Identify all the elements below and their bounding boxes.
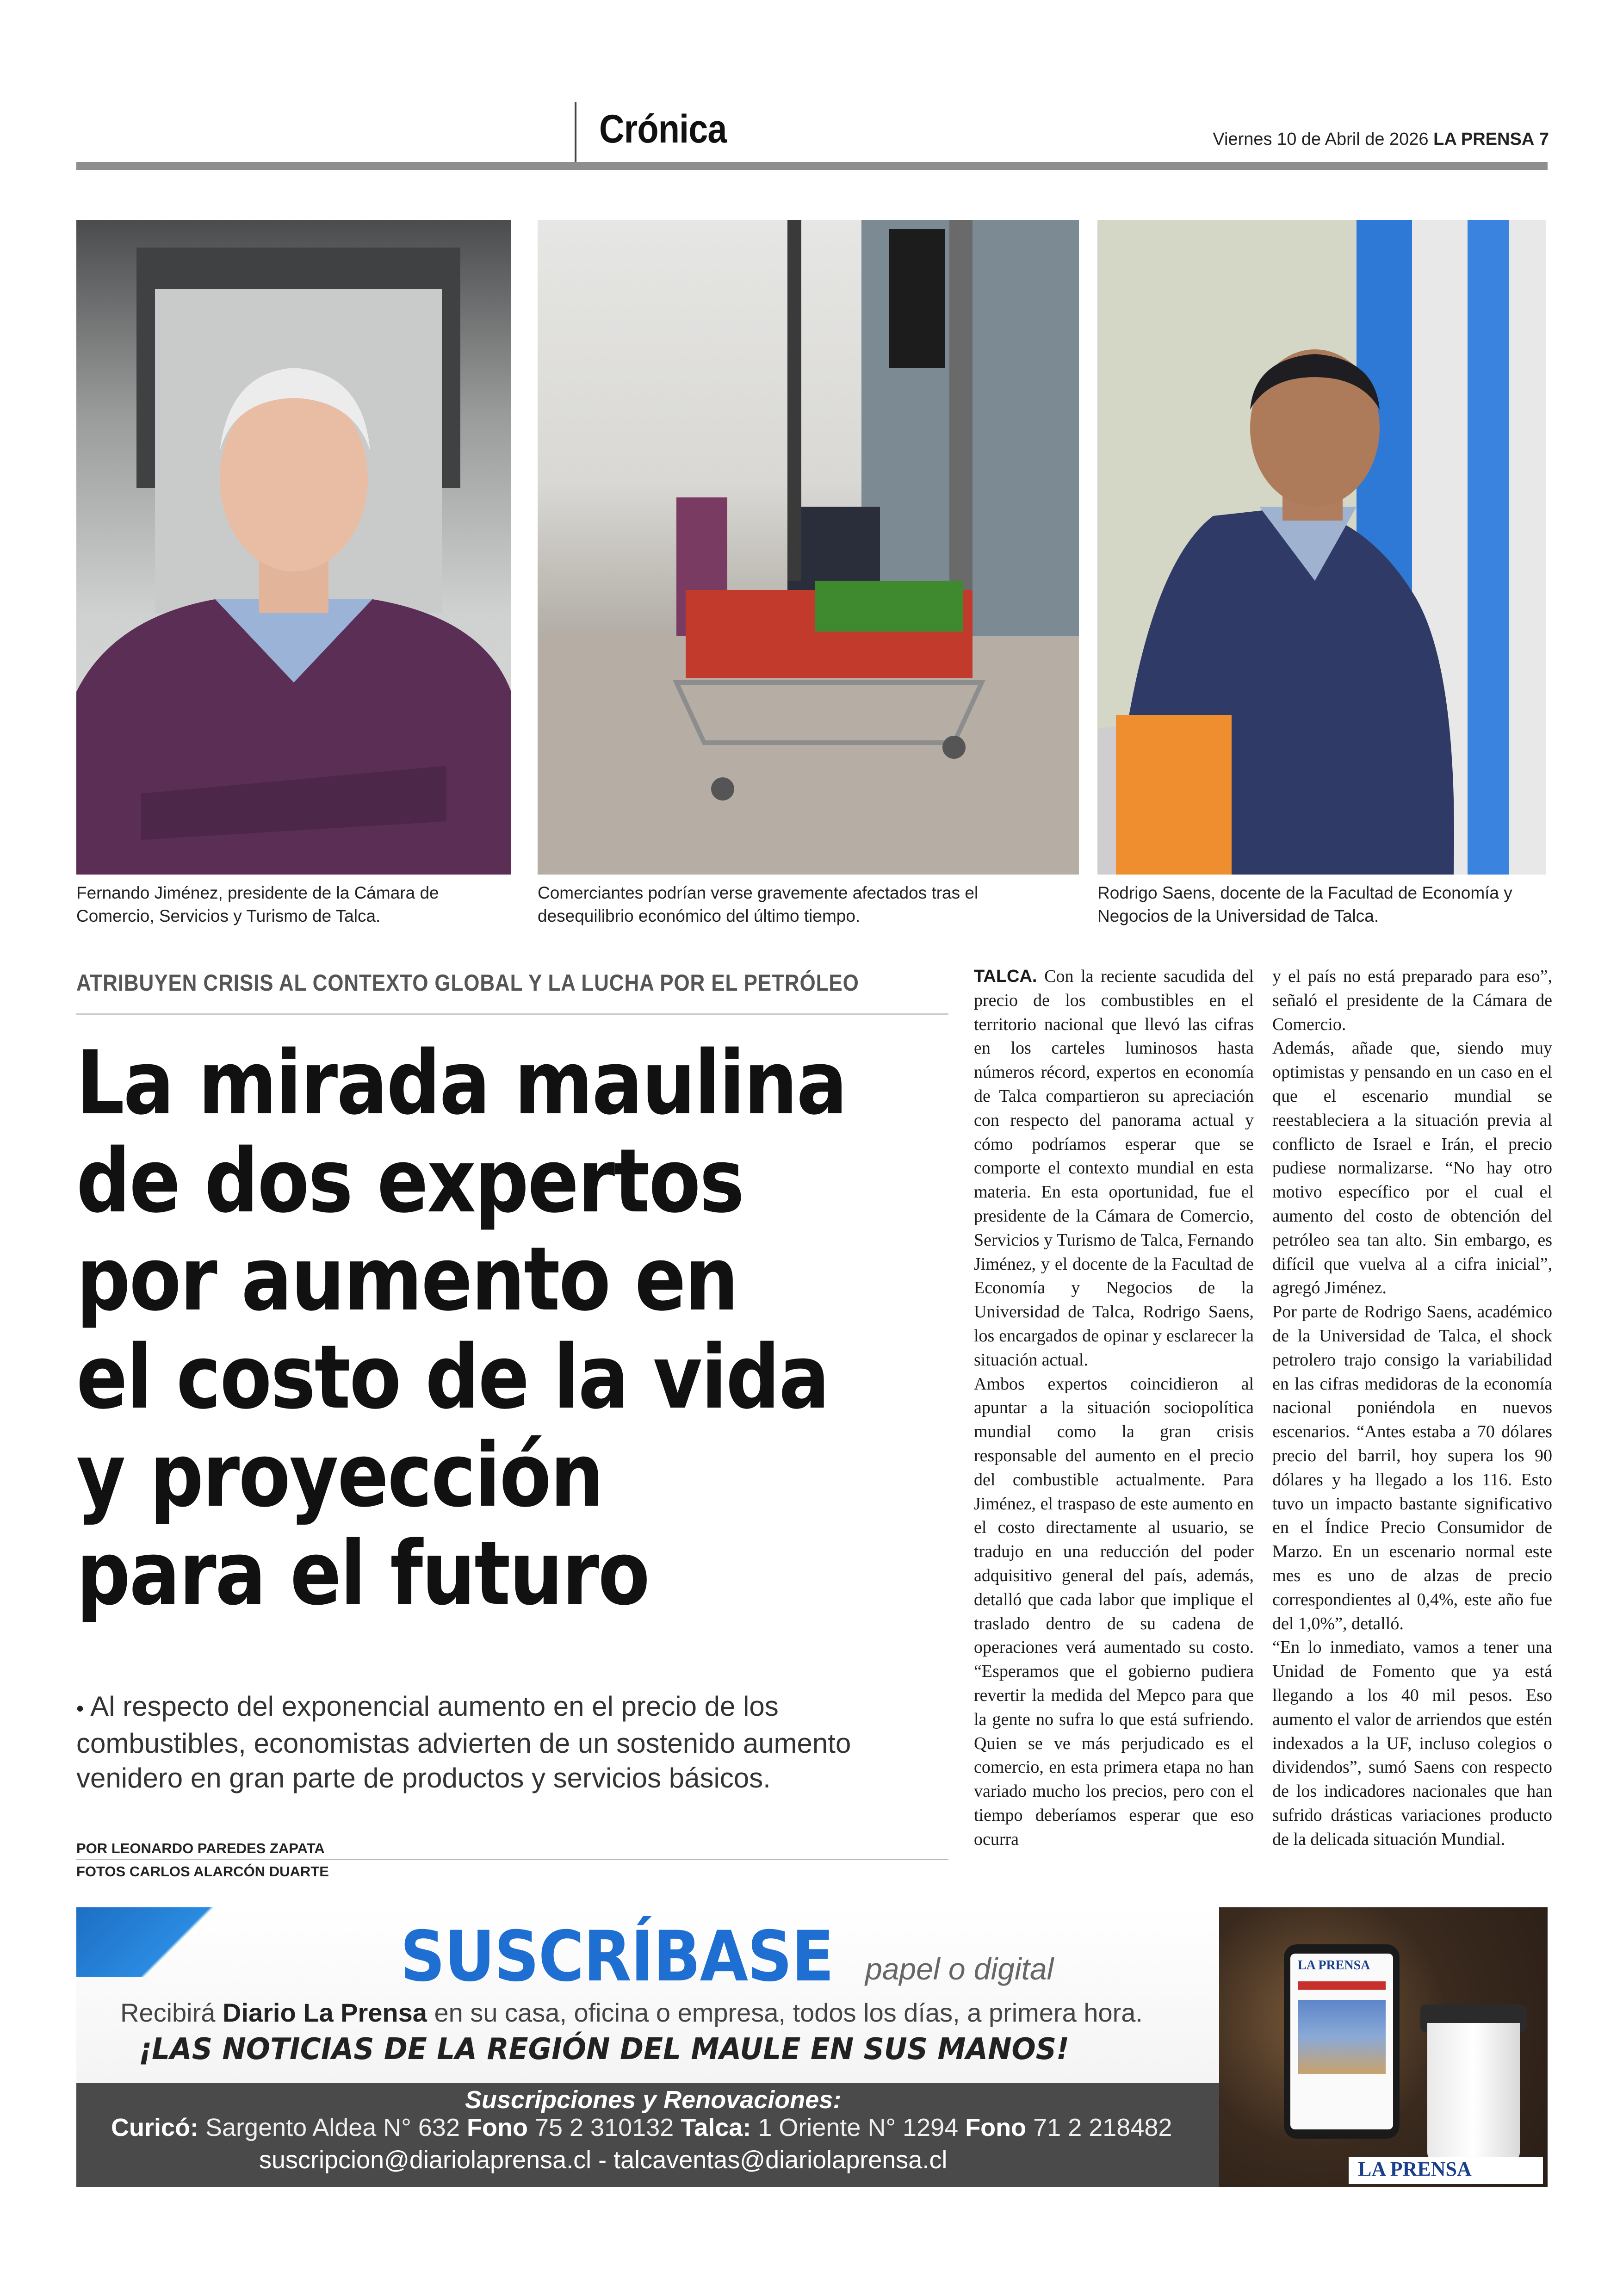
photo-caption: Fernando Jiménez, presidente de la Cámara de Comercio, Servicios y Turismo de Talca. [76, 883, 439, 925]
article-column-2 [1272, 965, 1552, 1851]
photo-caption: Comerciantes podrían verse gravemente afectados tras el desequilibrio económico del último tiempo. [538, 883, 979, 925]
ad-description [120, 1998, 1143, 2028]
paragraph: Por parte de Rodrigo Saens, académico de la Universidad de Talca, el shock petrolero trajo consigo la variabilidad en las cifras medidoras de la economía nacional poniéndola en nuevos escenarios. “Antes estaba a 70 dólares precio del barril, hoy supera los 90 dólares y ha llegado a los 116. Esto tuvo un impacto bastante significativo en el Índice Precio Consumidor de Marzo. En un escenario normal este mes es uno de alzas de precio correspondientes al 0,4%, este año fue del 1,0%”, detalló. [1272, 1302, 1552, 1633]
portrait-illustration [1097, 220, 1546, 875]
office-address: 1 Oriente N° 1294 [751, 2114, 966, 2141]
office-label: Curicó: [111, 2114, 198, 2141]
paragraph: y el país no está preparado para eso”, señaló el presidente de la Cámara de Comercio. [1272, 967, 1552, 1034]
headline-line: La mirada maulina [76, 1032, 847, 1134]
byline-photos: FOTOS CARLOS ALARCÓN DUARTE [76, 1863, 329, 1880]
ad-slogan: ¡LAS NOTICIAS DE LA REGIÓN DEL MAULE EN SUS MANOS! [139, 2032, 1069, 2066]
portrait-illustration [76, 220, 511, 875]
paragraph: “En lo inmediato, vamos a tener una Unidad de Fomento que ya está llegando a los 40 mil pesos. Eso aumento el valor de arriendos que estén indexados a la UF, incluso colegios o dividendos”, sumó Saens con respecto de los indicadores nacionales que han sufrido drásticas variaciones producto de la delicada situación Mundial. [1272, 1638, 1552, 1849]
photo-fernando-jimenez [76, 220, 511, 875]
bullet-icon: • [76, 1696, 84, 1720]
ad-subtitle: papel o digital [865, 1952, 1054, 1986]
header-date: Viernes 10 de Abril de 2026 [1213, 130, 1429, 149]
headline-line: por aumento en [76, 1228, 737, 1330]
section-title: Crónica [599, 107, 727, 151]
article-headline [76, 1034, 946, 1623]
ad-corner-accent [76, 1907, 229, 1977]
subscription-ad[interactable] [76, 1907, 1548, 2187]
ad-logo: LA PRENSA [1358, 2158, 1472, 2180]
ad-email-links[interactable]: suscripcion@diariolaprensa.cl - talcaventas@diariolaprensa.cl [259, 2146, 948, 2174]
coffee-cup-icon [1427, 2023, 1520, 2162]
ad-description-text: en su casa, oficina o empresa, todos los días, a primera hora. [427, 1998, 1143, 2027]
headline-line: de dos expertos [76, 1130, 743, 1232]
phone-label: Fono [965, 2114, 1027, 2141]
header-rule [76, 162, 1548, 170]
office-label: Talca: [681, 2114, 751, 2141]
byline [76, 1837, 329, 1883]
photo-street-vendors [538, 220, 1079, 875]
byline-author: POR LEONARDO PAREDES ZAPATA [76, 1840, 325, 1856]
headline-line: y proyección [76, 1424, 603, 1527]
street-illustration [538, 220, 1079, 875]
office-phone: 75 2 310132 [527, 2114, 681, 2141]
article-summary [76, 1689, 942, 1795]
byline-rule [76, 1859, 948, 1860]
article-column-1 [974, 965, 1254, 1851]
paragraph [974, 965, 1254, 1372]
header-divider [575, 102, 576, 162]
headline-line: el costo de la vida [76, 1326, 829, 1428]
office-phone: 71 2 218482 [1026, 2114, 1172, 2141]
photo-caption: Rodrigo Saens, docente de la Facultad de Economía y Negocios de la Universidad de Talca. [1097, 883, 1512, 925]
ad-description-text: Recibirá [120, 1998, 223, 2027]
summary-text: Al respecto del exponencial aumento en el precio de los combustibles, economistas advierten de un sostenido aumento venidero en gran parte de productos y servicios básicos. [76, 1691, 851, 1793]
phone-label: Fono [467, 2114, 528, 2141]
paragraph-text: Con la reciente sacudida del precio de los combustibles en el territorio nacional que llevó las cifras en los carteles luminosos hasta números récord, expertos en economía de Talca compartieron su apreciación con respecto del panorama actual y cómo podríamos esperar que se comporte el contexto mundial en esta materia. En esta oportunidad, fue el presidente de la Cámara de Comercio, Servicios y Turismo de Talca, Fernando Jiménez, y el docente de la Facultad de Economía y Negocios de la Universidad de Talca, Rodrigo Saens, los encargados de opinar y esclarecer la situación actual. [974, 967, 1254, 1370]
office-address: Sargento Aldea N° 632 [198, 2114, 467, 2141]
headline-line: para el futuro [76, 1522, 649, 1625]
header-publication: LA PRENSA [1433, 130, 1535, 149]
phone-screen-brand: LA PRENSA [1298, 1958, 1370, 1973]
ad-description-brand: Diario La Prensa [222, 1998, 427, 2027]
header-page-number: 7 [1539, 130, 1549, 149]
phone-screen-headline-bar [1298, 1981, 1386, 1990]
paragraph: Ambos expertos coincidieron al apuntar a la situación sociopolítica mundial como la gran crisis responsable del aumento en el precio del combustible actualmente. Para Jiménez, el traspaso de este aumento en el costo directamente al usuario, se tradujo en una reducción del poder adquisitivo general del país, además, detalló que cada labor que implique el traslado dentro de su cadena de operaciones verá aumentado su costo. “Esperamos que el gobierno pudiera revertir la medida del Mepco para que la gente no sufra lo que está sufriendo. Quien se ve más perjudicado es el comercio, en esta primera etapa no han variado mucho los precios, pero con el tiempo deberíamos esperar que eso ocurra [974, 1374, 1254, 1849]
paragraph: Además, añade que, siendo muy optimistas y pensando en un caso en el que el escenario mundial se reestableciera a la situación previa al conflicto de Israel e Irán, el precio pudiese normalizarse. “No hay otro motivo específico por el cual el aumento del costo de obtención del petróleo sea tan alto. Sin embargo, es difícil que vuelva al a cifra inicial”, agregó Jiménez. [1272, 1038, 1552, 1298]
article-kicker: ATRIBUYEN CRISIS AL CONTEXTO GLOBAL Y LA LUCHA POR EL PETRÓLEO [76, 970, 859, 996]
photo-rodrigo-saens [1097, 220, 1546, 875]
kicker-rule [76, 1013, 948, 1015]
ad-title: SUSCRÍBASE [400, 1917, 834, 1997]
dateline: TALCA. [974, 967, 1037, 986]
header-date-page [1213, 130, 1549, 149]
ad-offices [111, 2113, 1172, 2142]
phone-screen-image [1298, 2000, 1386, 2074]
ad-renovations-title: Suscripciones y Renovaciones: [465, 2086, 842, 2114]
